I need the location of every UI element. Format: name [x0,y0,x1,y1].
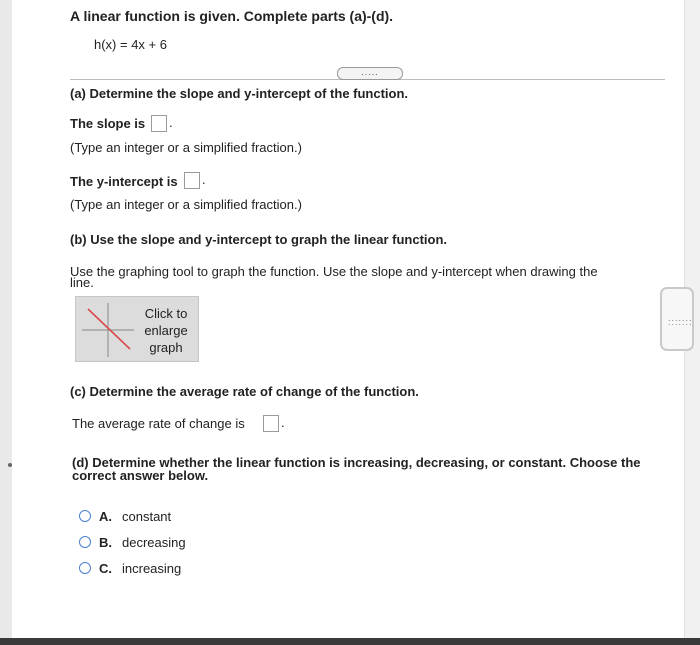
intercept-prompt: The y-intercept is [70,174,178,189]
intercept-answer-box[interactable] [184,172,200,189]
enlarge-graph-button[interactable] [75,296,199,362]
slope-hint: (Type an integer or a simplified fraction.) [70,140,302,155]
rate-prompt: The average rate of change is [72,416,245,431]
part-d-heading-line2: correct answer below. [72,468,209,483]
slope-period: . [169,115,173,130]
graph-button-label: Click to enlarge graph [144,306,188,355]
option-a-label[interactable]: constant [122,509,172,524]
option-c-label[interactable]: increasing [122,561,182,576]
graph-instruction-line1: Use the graphing tool to graph the function. Use the slope and y-intercept when drawing the [70,264,598,279]
option-a-letter[interactable]: A. [99,509,112,524]
part-b-heading: (b) Use the slope and y-intercept to graph the linear function. [70,232,448,247]
expand-button[interactable]: ..... [337,67,403,80]
graph-thumbnail-icon [82,303,134,357]
option-b-radio[interactable] [79,536,91,548]
option-c-letter[interactable]: C. [99,561,112,576]
graph-instruction-line2: line. [70,275,94,290]
option-b-letter[interactable]: B. [99,535,112,550]
option-a-radio[interactable] [79,510,91,522]
option-c-radio[interactable] [79,562,91,574]
part-d-heading-line1: (d) Determine whether the linear function is increasing, decreasing, or constant. Choose the [72,455,641,470]
rate-answer-box[interactable] [263,415,279,432]
part-a-heading: (a) Determine the slope and y-intercept of the function. [70,86,409,101]
left-edge-dot [8,463,12,467]
window-bottom-edge [0,638,700,645]
slope-answer-box[interactable] [151,115,167,132]
panel-resize-handle[interactable]: ::::::: [660,287,694,351]
slope-prompt: The slope is [70,116,146,131]
intercept-hint: (Type an integer or a simplified fraction.) [70,197,302,212]
part-c-heading: (c) Determine the average rate of change of the function. [70,384,419,399]
problem-intro: A linear function is given. Complete parts (a)-(d). [70,8,394,24]
option-b-label[interactable]: decreasing [122,535,186,550]
intercept-period: . [202,172,206,187]
rate-period: . [281,415,285,430]
function-definition: h(x) = 4x + 6 [94,37,167,52]
